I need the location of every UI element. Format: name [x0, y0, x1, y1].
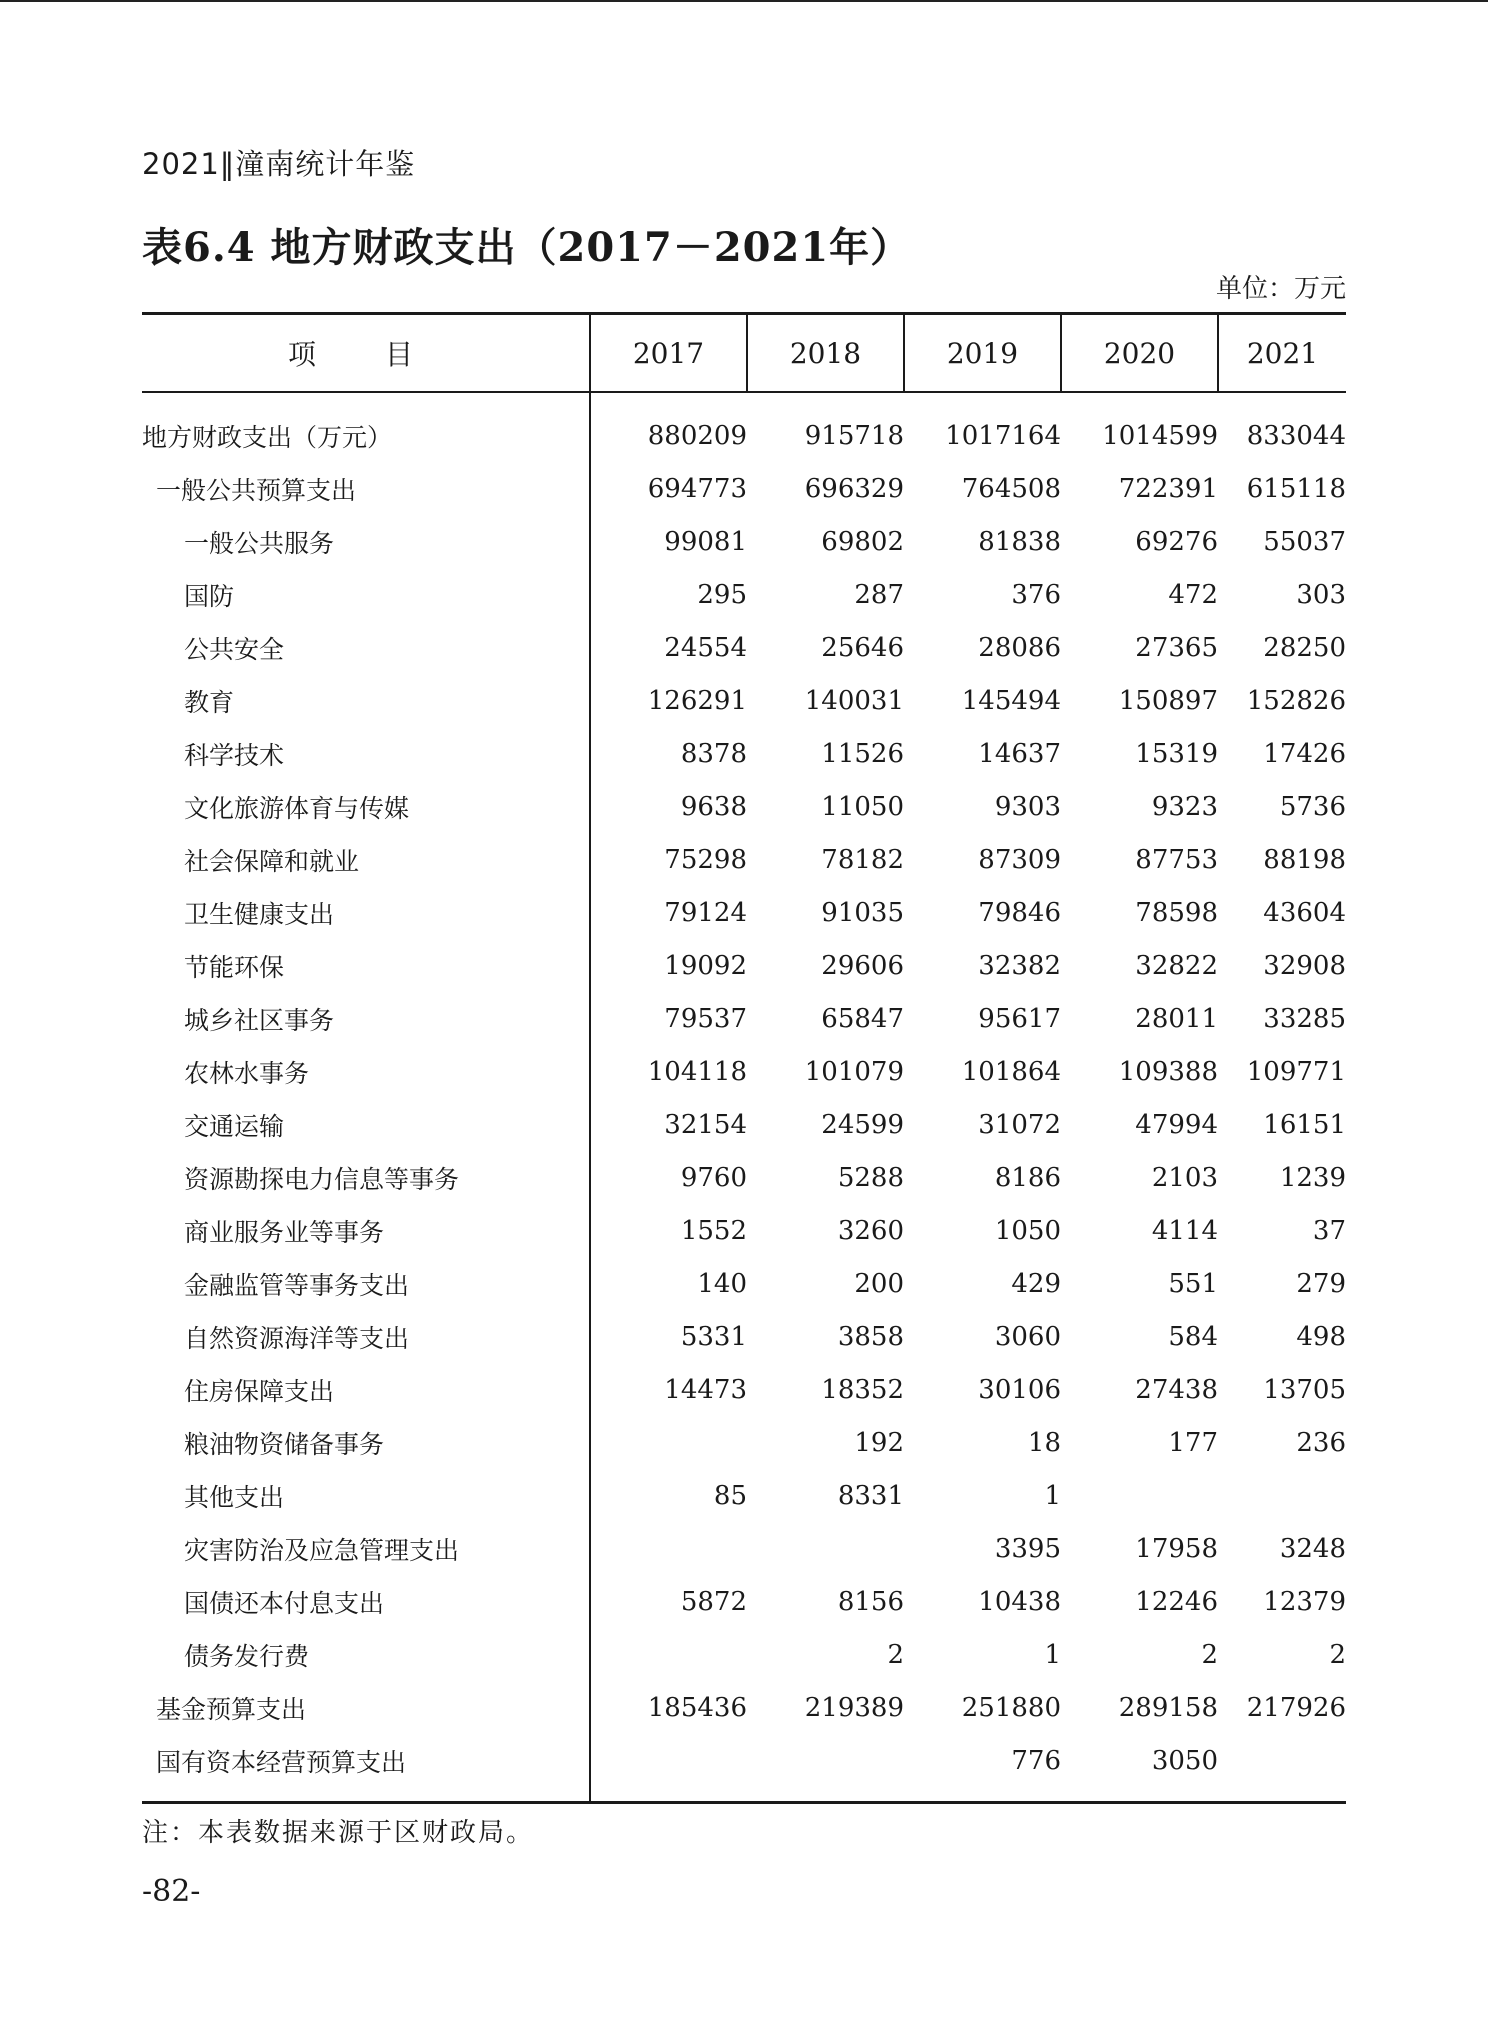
row-label: 国有资本经营预算支出	[142, 1734, 590, 1803]
row-label: 科学技术	[142, 727, 590, 780]
running-head: 2021‖潼南统计年鉴	[142, 147, 416, 181]
table-row	[142, 833, 1346, 886]
row-label: 国防	[142, 568, 590, 621]
cell-value: 8156	[837, 1586, 904, 1617]
cell-value: 28086	[978, 632, 1061, 663]
table-row	[142, 621, 1346, 674]
row-label: 文化旅游体育与传媒	[142, 780, 590, 833]
cell-value: 11526	[821, 738, 904, 769]
row-label: 其他支出	[142, 1469, 590, 1522]
cell-value: 584	[1168, 1321, 1218, 1352]
row-label: 粮油物资储备事务	[142, 1416, 590, 1469]
cell-value: 12379	[1263, 1586, 1346, 1617]
cell-value: 2	[887, 1639, 904, 1670]
row-label: 灾害防治及应急管理支出	[142, 1522, 590, 1575]
cell-value: 104118	[647, 1056, 747, 1087]
table-row	[142, 1257, 1346, 1310]
row-label: 节能环保	[142, 939, 590, 992]
cell-value: 109771	[1246, 1056, 1346, 1087]
cell-value: 429	[1011, 1268, 1061, 1299]
cell-value: 145494	[961, 685, 1061, 716]
cell-value: 696329	[804, 473, 904, 504]
cell-value: 152826	[1246, 685, 1346, 716]
cell-value: 47994	[1135, 1109, 1218, 1140]
cell-value: 85	[713, 1480, 747, 1511]
column-header-2017: 2017	[590, 314, 747, 393]
cell-value: 32154	[664, 1109, 747, 1140]
cell-value	[1061, 1469, 1218, 1522]
cell-value: 3050	[1151, 1745, 1218, 1776]
cell-value: 69276	[1135, 526, 1218, 557]
row-label: 债务发行费	[142, 1628, 590, 1681]
cell-value: 43604	[1263, 897, 1346, 928]
cell-value: 55037	[1263, 526, 1346, 557]
cell-value: 3395	[994, 1533, 1061, 1564]
cell-value: 776	[1011, 1745, 1061, 1776]
cell-value: 3858	[837, 1321, 904, 1352]
cell-value: 915718	[804, 420, 904, 451]
column-header-2018: 2018	[747, 314, 904, 393]
cell-value: 87753	[1135, 844, 1218, 875]
cell-value: 91035	[821, 897, 904, 928]
cell-value: 295	[697, 579, 747, 610]
cell-value: 5288	[837, 1162, 904, 1193]
cell-value: 251880	[961, 1692, 1061, 1723]
table-row	[142, 727, 1346, 780]
cell-value: 279	[1296, 1268, 1346, 1299]
cell-value: 217926	[1246, 1692, 1346, 1723]
row-label: 一般公共预算支出	[142, 462, 590, 515]
cell-value: 14637	[978, 738, 1061, 769]
row-label: 卫生健康支出	[142, 886, 590, 939]
table-row	[142, 1151, 1346, 1204]
cell-value: 5872	[680, 1586, 747, 1617]
cell-value: 192	[854, 1427, 904, 1458]
row-label: 基金预算支出	[142, 1681, 590, 1734]
cell-value: 24554	[664, 632, 747, 663]
cell-value: 376	[1011, 579, 1061, 610]
cell-value: 8378	[680, 738, 747, 769]
cell-value	[747, 1734, 904, 1803]
cell-value: 177	[1168, 1427, 1218, 1458]
cell-value: 25646	[821, 632, 904, 663]
cell-value: 8186	[994, 1162, 1061, 1193]
cell-value: 833044	[1246, 420, 1346, 451]
table-row	[142, 939, 1346, 992]
cell-value: 140031	[804, 685, 904, 716]
row-label: 自然资源海洋等支出	[142, 1310, 590, 1363]
cell-value: 75298	[664, 844, 747, 875]
row-label: 社会保障和就业	[142, 833, 590, 886]
table-row	[142, 1310, 1346, 1363]
cell-value: 1239	[1279, 1162, 1346, 1193]
cell-value: 1050	[994, 1215, 1061, 1246]
table-row	[142, 1416, 1346, 1469]
cell-value	[590, 1628, 747, 1681]
table-row	[142, 992, 1346, 1045]
cell-value	[747, 1522, 904, 1575]
cell-value: 11050	[821, 791, 904, 822]
cell-value: 1017164	[945, 420, 1061, 451]
row-label: 地方财政支出（万元）	[142, 392, 590, 462]
cell-value: 1014599	[1102, 420, 1218, 451]
cell-value: 17426	[1263, 738, 1346, 769]
cell-value: 29606	[821, 950, 904, 981]
cell-value: 14473	[664, 1374, 747, 1405]
row-label: 金融监管等事务支出	[142, 1257, 590, 1310]
cell-value: 764508	[961, 473, 1061, 504]
table-body	[142, 392, 1346, 1803]
cell-value: 32908	[1263, 950, 1346, 981]
cell-value: 24599	[821, 1109, 904, 1140]
cell-value: 185436	[647, 1692, 747, 1723]
cell-value: 3248	[1279, 1533, 1346, 1564]
row-label: 城乡社区事务	[142, 992, 590, 1045]
cell-value: 32822	[1135, 950, 1218, 981]
cell-value: 15319	[1135, 738, 1218, 769]
cell-value: 78598	[1135, 897, 1218, 928]
cell-value: 18352	[821, 1374, 904, 1405]
cell-value: 3060	[994, 1321, 1061, 1352]
cell-value: 18	[1027, 1427, 1061, 1458]
cell-value: 303	[1296, 579, 1346, 610]
cell-value: 9760	[680, 1162, 747, 1193]
column-header-item: 项 目	[288, 338, 443, 371]
page-number: -82-	[142, 1874, 201, 1909]
table-row	[142, 392, 1346, 462]
expenditure-table-container	[142, 312, 1346, 1804]
cell-value: 13705	[1263, 1374, 1346, 1405]
cell-value: 126291	[647, 685, 747, 716]
cell-value: 109388	[1118, 1056, 1218, 1087]
cell-value: 8331	[837, 1480, 904, 1511]
cell-value: 3260	[837, 1215, 904, 1246]
table-header-row	[142, 314, 1346, 393]
cell-value: 16151	[1263, 1109, 1346, 1140]
top-border-line	[0, 0, 1488, 2]
cell-value: 99081	[664, 526, 747, 557]
table-row	[142, 1575, 1346, 1628]
cell-value: 101079	[804, 1056, 904, 1087]
cell-value: 236	[1296, 1427, 1346, 1458]
cell-value: 9303	[994, 791, 1061, 822]
row-label: 农林水事务	[142, 1045, 590, 1098]
row-label: 教育	[142, 674, 590, 727]
column-header-2020: 2020	[1061, 314, 1218, 393]
table-row	[142, 886, 1346, 939]
cell-value: 79124	[664, 897, 747, 928]
cell-value	[590, 1416, 747, 1469]
table-row	[142, 674, 1346, 727]
cell-value: 722391	[1118, 473, 1218, 504]
cell-value: 65847	[821, 1003, 904, 1034]
cell-value: 9323	[1151, 791, 1218, 822]
table-row	[142, 1098, 1346, 1151]
cell-value: 880209	[647, 420, 747, 451]
cell-value: 12246	[1135, 1586, 1218, 1617]
cell-value: 472	[1168, 579, 1218, 610]
cell-value: 150897	[1118, 685, 1218, 716]
table-row	[142, 780, 1346, 833]
table-row	[142, 1045, 1346, 1098]
expenditure-table	[142, 312, 1346, 1804]
source-note: 注：本表数据来源于区财政局。	[142, 1818, 535, 1848]
cell-value: 289158	[1118, 1692, 1218, 1723]
cell-value: 28250	[1263, 632, 1346, 663]
cell-value: 200	[854, 1268, 904, 1299]
table-row	[142, 1628, 1346, 1681]
row-label: 商业服务业等事务	[142, 1204, 590, 1257]
cell-value: 19092	[664, 950, 747, 981]
cell-value: 551	[1168, 1268, 1218, 1299]
row-label: 交通运输	[142, 1098, 590, 1151]
cell-value: 81838	[978, 526, 1061, 557]
table-row	[142, 568, 1346, 621]
cell-value: 287	[854, 579, 904, 610]
table-row	[142, 1469, 1346, 1522]
cell-value: 1	[1044, 1480, 1061, 1511]
cell-value: 615118	[1246, 473, 1346, 504]
cell-value: 95617	[978, 1003, 1061, 1034]
cell-value: 28011	[1135, 1003, 1218, 1034]
cell-value	[1218, 1734, 1346, 1803]
cell-value: 2103	[1151, 1162, 1218, 1193]
cell-value: 1552	[680, 1215, 747, 1246]
cell-value: 2	[1329, 1639, 1346, 1670]
cell-value: 27438	[1135, 1374, 1218, 1405]
cell-value: 32382	[978, 950, 1061, 981]
table-row	[142, 1522, 1346, 1575]
cell-value: 2	[1201, 1639, 1218, 1670]
cell-value: 79537	[664, 1003, 747, 1034]
cell-value: 78182	[821, 844, 904, 875]
cell-value	[590, 1734, 747, 1803]
table-row	[142, 1734, 1346, 1803]
cell-value: 498	[1296, 1321, 1346, 1352]
cell-value: 31072	[978, 1109, 1061, 1140]
cell-value: 5331	[680, 1321, 747, 1352]
row-label: 资源勘探电力信息等事务	[142, 1151, 590, 1204]
column-header-2021: 2021	[1218, 314, 1346, 393]
cell-value: 140	[697, 1268, 747, 1299]
table-title: 表6.4 地方财政支出（2017－2021年）	[142, 224, 912, 271]
cell-value: 69802	[821, 526, 904, 557]
column-header-2019: 2019	[904, 314, 1061, 393]
cell-value: 9638	[680, 791, 747, 822]
cell-value: 87309	[978, 844, 1061, 875]
cell-value: 101864	[961, 1056, 1061, 1087]
cell-value	[590, 1522, 747, 1575]
table-row	[142, 515, 1346, 568]
row-label: 国债还本付息支出	[142, 1575, 590, 1628]
row-label: 公共安全	[142, 621, 590, 674]
cell-value: 27365	[1135, 632, 1218, 663]
table-row	[142, 1204, 1346, 1257]
table-row	[142, 462, 1346, 515]
cell-value: 4114	[1151, 1215, 1218, 1246]
cell-value: 30106	[978, 1374, 1061, 1405]
cell-value: 33285	[1263, 1003, 1346, 1034]
cell-value: 37	[1312, 1215, 1346, 1246]
row-label: 住房保障支出	[142, 1363, 590, 1416]
row-label: 一般公共服务	[142, 515, 590, 568]
cell-value: 219389	[804, 1692, 904, 1723]
unit-label: 单位：万元	[1215, 274, 1346, 304]
table-row	[142, 1681, 1346, 1734]
cell-value: 5736	[1279, 791, 1346, 822]
cell-value: 10438	[978, 1586, 1061, 1617]
cell-value: 17958	[1135, 1533, 1218, 1564]
cell-value: 1	[1044, 1639, 1061, 1670]
table-row	[142, 1363, 1346, 1416]
cell-value: 694773	[647, 473, 747, 504]
cell-value	[1218, 1469, 1346, 1522]
cell-value: 88198	[1263, 844, 1346, 875]
cell-value: 79846	[978, 897, 1061, 928]
